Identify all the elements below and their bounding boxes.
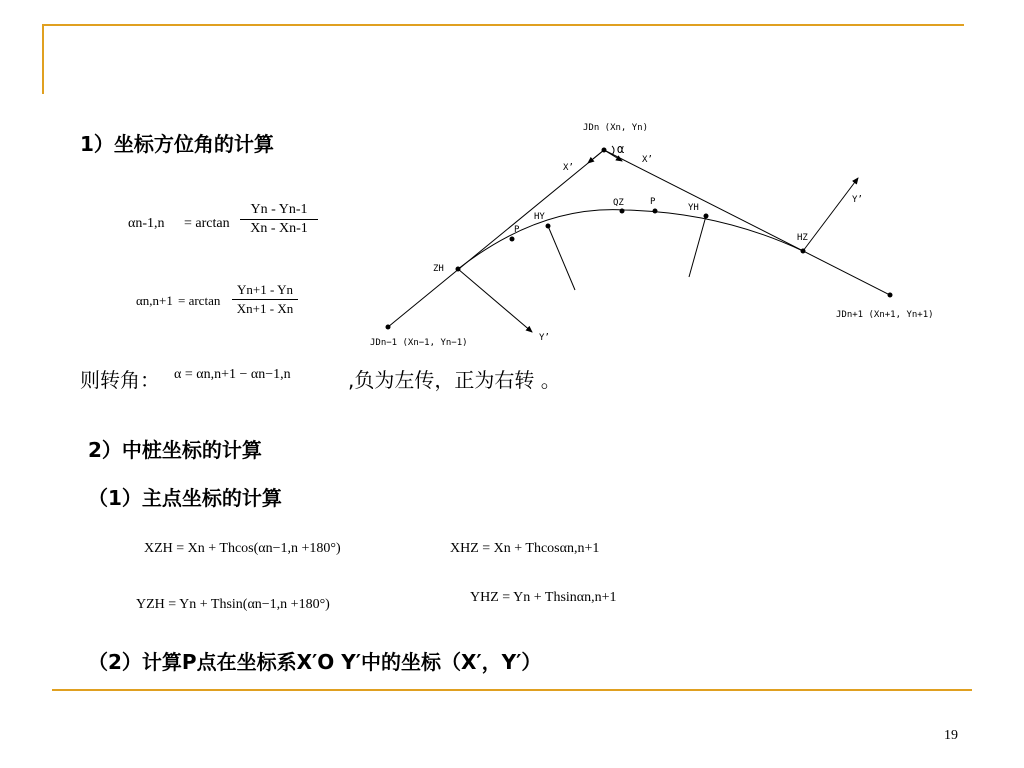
label-p-top: P bbox=[650, 197, 656, 207]
heading-main-points: （1）主点坐标的计算 bbox=[88, 486, 282, 510]
formula2-eq: = arctan bbox=[178, 293, 221, 308]
label-yh: YH bbox=[688, 203, 699, 213]
formula1-numerator: Yn - Yn-1 bbox=[250, 202, 308, 217]
point-hz bbox=[801, 249, 806, 254]
label-x-prime-left: X’ bbox=[563, 163, 574, 173]
heading-stake-coords: 2）中桩坐标的计算 bbox=[88, 438, 262, 462]
page-number: 19 bbox=[944, 728, 958, 743]
label-jdn-plus: JDn+1 (Xn+1, Yn+1) bbox=[836, 310, 934, 320]
point-hy bbox=[546, 224, 551, 229]
label-y-prime-bottom: Y’ bbox=[539, 333, 550, 343]
label-p-left: P bbox=[514, 225, 520, 235]
formula1-eq: = arctan bbox=[184, 216, 230, 231]
normal-yh bbox=[689, 216, 706, 277]
heading-azimuth: 1）坐标方位角的计算 bbox=[80, 132, 274, 156]
formula2-lhs: αn,n+1 bbox=[136, 293, 173, 308]
label-hz: HZ bbox=[797, 233, 808, 243]
label-jdn: JDn (Xn, Yn) bbox=[583, 123, 649, 133]
label-jdn-minus: JDn−1 (Xn−1, Yn−1) bbox=[370, 338, 468, 348]
formula2-numerator: Yn+1 - Yn bbox=[237, 282, 293, 297]
point-jdn-plus bbox=[888, 293, 893, 298]
formula-xzh: XZH = Xn + Thcos(αn−1,n +180°) bbox=[144, 541, 341, 556]
formula-xhz: XHZ = Xn + Thcosαn,n+1 bbox=[450, 541, 600, 556]
formula1-denominator: Xn - Xn-1 bbox=[250, 221, 308, 236]
turn-angle-formula: α = αn,n+1 − αn−1,n bbox=[174, 367, 291, 382]
heading-p-point: （2）计算P点在坐标系X′O Y′中的坐标（X′，Y′） bbox=[88, 650, 542, 674]
point-p-left bbox=[510, 237, 515, 242]
formula2-denominator: Xn+1 - Xn bbox=[236, 301, 294, 316]
formula-yhz: YHZ = Yn + Thsinαn,n+1 bbox=[470, 590, 617, 605]
turn-angle-prefix: 则转角： bbox=[80, 368, 160, 392]
point-zh bbox=[456, 267, 461, 272]
label-zh: ZH bbox=[433, 264, 444, 274]
label-y-prime-top: Y’ bbox=[852, 195, 863, 205]
point-jdn-minus bbox=[386, 325, 391, 330]
label-qz: QZ bbox=[613, 198, 624, 208]
tangent-line-ahead bbox=[604, 150, 890, 295]
label-hy: HY bbox=[534, 212, 545, 222]
formula-yzh: YZH = Yn + Thsin(αn−1,n +180°) bbox=[136, 597, 330, 612]
tangent-line-back bbox=[388, 150, 604, 327]
point-p-top bbox=[653, 209, 658, 214]
point-jdn bbox=[602, 148, 607, 153]
x-prime-arrow-left bbox=[588, 150, 604, 163]
turn-angle-suffix: ,负为左传，正为右转 。 bbox=[348, 368, 561, 392]
point-yh bbox=[704, 214, 709, 219]
label-x-prime-right: X’ bbox=[642, 155, 653, 165]
formula1-lhs: αn-1,n bbox=[128, 216, 165, 231]
y-prime-axis-hz bbox=[803, 178, 858, 251]
normal-hy bbox=[548, 226, 575, 290]
y-prime-axis-zh bbox=[458, 269, 532, 332]
point-qz bbox=[620, 209, 625, 214]
label-alpha: α bbox=[617, 142, 625, 156]
